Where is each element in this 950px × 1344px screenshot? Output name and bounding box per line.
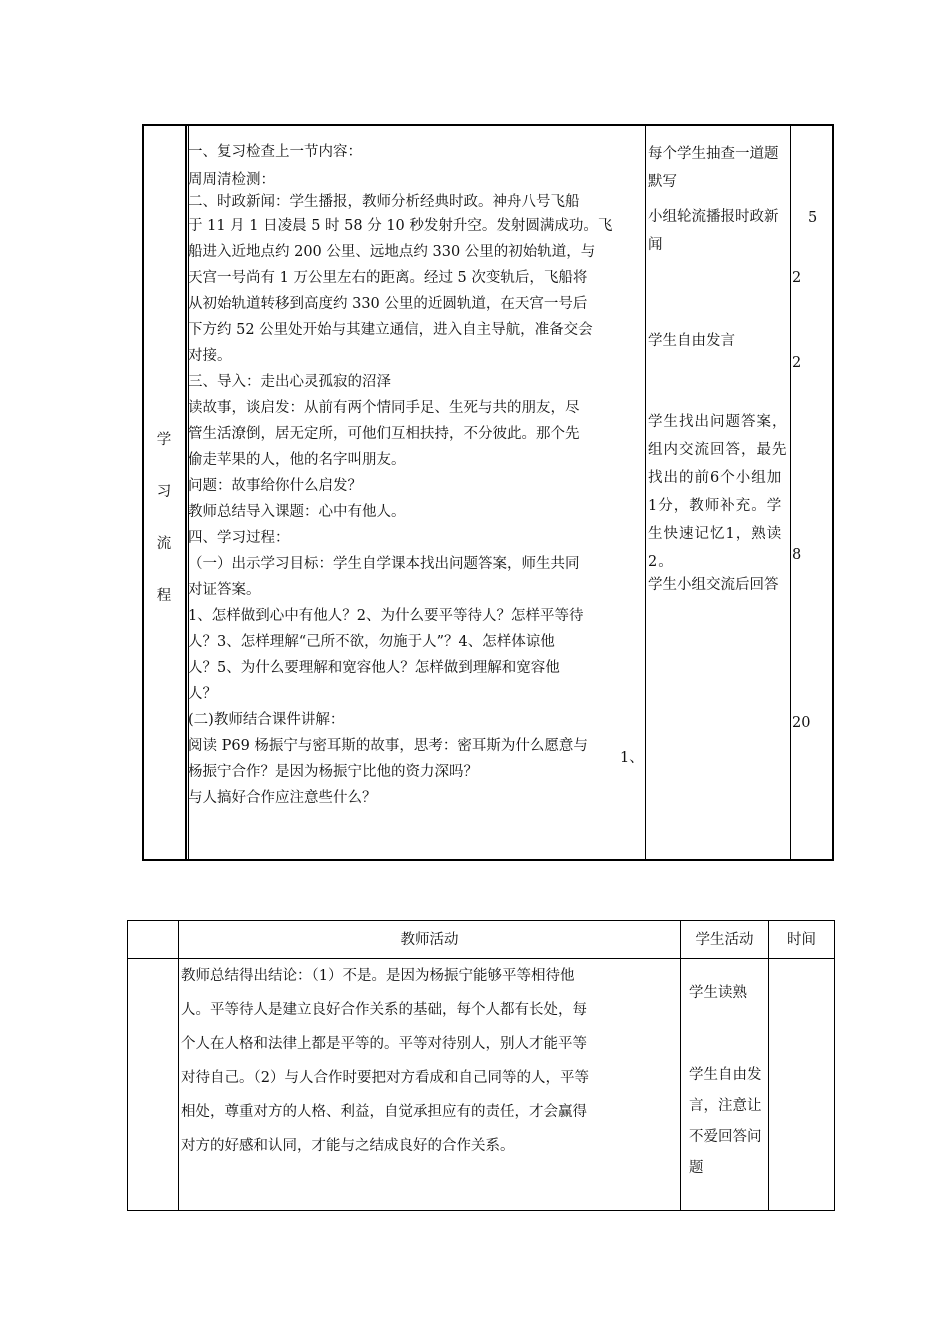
side-label-char: 学 — [156, 432, 172, 448]
text-line: 一、复习检查上一节内容： — [188, 144, 362, 160]
text-line: 于 11 月 1 日凌晨 5 时 58 分 10 秒发射升空。发射圆满成功。飞 — [188, 218, 613, 234]
text-line: 教师总结导入课题：心中有他人。 — [188, 504, 406, 520]
time-value: 2 — [792, 270, 802, 286]
text-line: 下方约 52 公里处开始与其建立通信，进入自主导航，准备交会 — [188, 322, 593, 338]
text-line: 四、学习过程： — [188, 530, 290, 546]
text-line: 与人搞好合作应注意些什么？ — [188, 790, 377, 806]
teacher-activity-text — [188, 139, 646, 811]
student-activity-block: 小组轮流播报时政新闻 — [648, 209, 779, 253]
teacher-conclusion-text — [181, 959, 679, 1163]
text-line: 对待自己。（2）与人合作时要把对方看成和自己同等的人，平等 — [181, 1070, 589, 1086]
student-activity-block: 学生自由发言，注意让不爱回答问题 — [689, 1067, 762, 1176]
time-value: 8 — [792, 547, 802, 563]
header-student-activity: 学生活动 — [695, 932, 754, 948]
text-line: 1、怎样做到心中有他人？2、为什么要平等待人？怎样平等待 — [188, 608, 584, 624]
text-line: 从初始轨道转移到高度约 330 公里的近圆轨道，在天宫一号后 — [188, 296, 588, 312]
student-activity-block: 学生找出问题答案，组内交流回答，最先找出的前6个小组加1分，教师补充。学生快速记忆1，熟读2。 — [648, 414, 788, 570]
text-line: 杨振宁合作？是因为杨振宁比他的资力深吗？ — [188, 764, 478, 780]
text-line: 读故事，谈启发：从前有两个情同手足、生死与共的朋友，尽 — [188, 400, 580, 416]
text-line: 对接。 — [188, 348, 232, 364]
text-line: 对方的好感和认同，才能与之结成良好的合作关系。 — [181, 1138, 515, 1154]
text-line: 问题：故事给你什么启发？ — [188, 478, 362, 494]
side-label-char: 流 — [156, 536, 172, 552]
inline-number: 1、 — [620, 750, 644, 766]
side-label-char: 程 — [156, 588, 172, 604]
student-activity-block: 学生小组交流后回答 — [648, 577, 779, 593]
text-line: 三、导入：走出心灵孤寂的沼泽 — [188, 374, 391, 390]
text-line: 偷走苹果的人，他的名字叫朋友。 — [188, 452, 406, 468]
header-time: 时间 — [787, 932, 816, 948]
text-line: 个人在人格和法律上都是平等的。平等对待别人，别人才能平等 — [181, 1036, 587, 1052]
text-line: （一）出示学习目标：学生自学课本找出问题答案，师生共同 — [188, 556, 580, 572]
text-line: 人？3、怎样理解“己所不欲，勿施于人”？4、怎样体谅他 — [188, 634, 555, 650]
text-line: 管生活潦倒，居无定所，可他们互相扶持，不分彼此。那个先 — [188, 426, 580, 442]
text-line: 人？ — [188, 686, 217, 702]
text-line: 人？5、为什么要理解和宽容他人？怎样做到理解和宽容他 — [188, 660, 560, 676]
text-line: 对证答案。 — [188, 582, 261, 598]
header-teacher-activity: 教师活动 — [400, 932, 459, 948]
student-activity-block: 学生读熟 — [689, 985, 747, 1001]
text-line: 船进入近地点约 200 公里、远地点约 330 公里的初始轨道，与 — [188, 244, 596, 260]
text-line: 周周清检测： — [188, 172, 275, 188]
text-line: 教师总结得出结论：（1）不是。是因为杨振宁能够平等相待他 — [181, 968, 575, 984]
student-activity-block: 每个学生抽查一道题默写 — [648, 146, 779, 190]
text-line: 二、时政新闻：学生播报，教师分析经典时政。神舟八号飞船 — [188, 194, 580, 210]
student-activity-block: 学生自由发言 — [648, 333, 735, 349]
time-value: 20 — [792, 715, 811, 731]
side-label-char: 习 — [156, 484, 172, 500]
text-line: 人。平等待人是建立良好合作关系的基础，每个人都有长处，每 — [181, 1002, 587, 1018]
text-line: (二)教师结合课件讲解： — [188, 712, 345, 728]
time-value: 5 — [808, 210, 818, 226]
time-value: 2 — [792, 355, 802, 371]
text-line: 相处，尊重对方的人格、利益，自觉承担应有的责任，才会赢得 — [181, 1104, 587, 1120]
text-line: 天宫一号尚有 1 万公里左右的距离。经过 5 次变轨后，飞船将 — [188, 270, 588, 286]
text-line: 阅读 P69 杨振宁与密耳斯的故事，思考：密耳斯为什么愿意与 — [188, 738, 588, 754]
side-label — [144, 414, 184, 622]
